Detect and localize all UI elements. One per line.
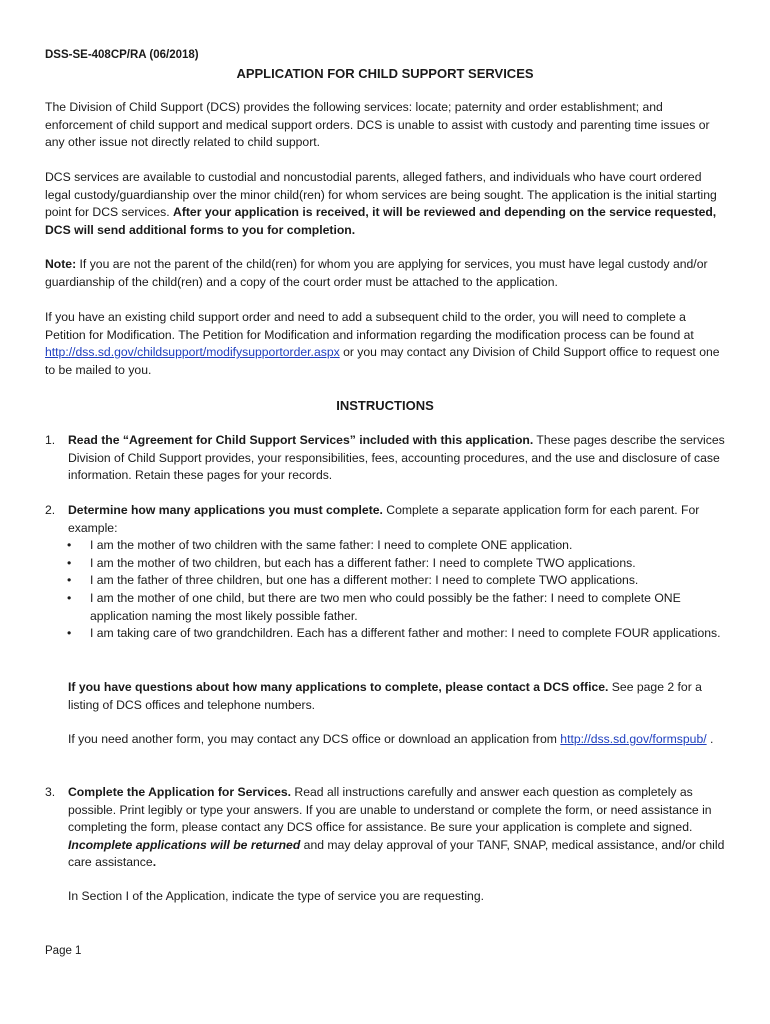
intro-paragraph-2: [45, 169, 725, 239]
list-item: • I am the father of three children, but one has a different mother: I need to complete TWO applications.: [45, 572, 725, 590]
another-form-paragraph: [45, 731, 725, 749]
instruction-item-2: [45, 502, 725, 643]
example-list: [45, 537, 725, 643]
item-number: 3.: [45, 785, 56, 799]
another-form-end: .: [706, 732, 714, 746]
item-3-text-2: and may delay approval of your TANF, SNAP, medical assistance, and/or child care assistance: [68, 837, 725, 870]
note-label: Note:: [45, 257, 77, 271]
intro-p2-text: DCS services are available to custodial and noncustodial parents, alleged fathers, and individuals who have court ordered legal custody/guardianship over the minor child(ren) for whom services are being sought. The application is the initial starting point for DCS services.: [45, 170, 717, 220]
bullet-icon: •: [67, 538, 72, 553]
modification-text-a: If you have an existing child support order and need to add a subsequent child to the order, you will need to complete a Petition for Modification. The Petition for Modification and information regarding the modification process can be found at: [45, 310, 694, 342]
modification-link[interactable]: http://dss.sd.gov/childsupport/modifysupportorder.aspx: [45, 345, 340, 360]
list-item: • I am the mother of one child, but there are two men who could possibly be the father: I need to complete ONE application naming the most likely possible father.: [67, 590, 681, 623]
intro-paragraph-1: The Division of Child Support (DCS) provides the following services: locate; paternity and order establishment; and enforcement of child support and medical support orders. DCS is unable to assist with custody and parenting time issues or any other issue not directly related to child support.: [45, 100, 710, 150]
questions-text: See page 2 for a listing of DCS offices and telephone numbers.: [68, 680, 702, 712]
section-paragraph: [45, 888, 725, 906]
note-text: If you are not the parent of the child(ren) for whom you are applying for services, you must have legal custody and/or guardianship of the child(ren) and a copy of the court order must be attached to the application.: [45, 257, 708, 289]
intro-p2-bold: After your application is received, it will be reviewed and depending on the service requested, DCS will send additional forms to you for completion.: [45, 205, 717, 237]
item-2-bold: Determine how many applications you must complete.: [68, 503, 383, 517]
modification-text-b: or you may contact any Division of Child Support office to request one to be mailed to you.: [45, 345, 720, 377]
note-paragraph: [45, 256, 725, 291]
questions-paragraph: [45, 679, 725, 714]
document-title: APPLICATION FOR CHILD SUPPORT SERVICES: [236, 66, 534, 81]
item-number: 2.: [45, 503, 56, 517]
item-3-text: Read all instructions carefully and answer each question as completely as possible. Print legibly or type your answers. If you are unable to understand or complete the form, or need assistance in completing the form, please contact any DCS office for assistance. Be sure your application is complete and signed.: [68, 785, 712, 835]
item-1-bold: Read the “Agreement for Child Support Services” included with this application.: [68, 433, 534, 447]
formspub-link[interactable]: http://dss.sd.gov/formspub/: [560, 732, 707, 746]
another-form-text: If you need another form, you may contact any DCS office or download an application from: [68, 732, 561, 746]
item-3-bold-italic: Incomplete applications will be returned: [68, 837, 301, 852]
item-2-text: Complete a separate application form for each parent. For example:: [68, 503, 700, 535]
instruction-item-1: [45, 432, 725, 485]
modification-paragraph: [45, 309, 725, 379]
list-item: • I am the mother of two children, but each has a different father: I need to complete TWO applications.: [45, 555, 725, 573]
item-3-end: .: [152, 855, 157, 870]
questions-bold: If you have questions about how many applications to complete, please contact a DCS office.: [68, 680, 609, 694]
item-3-bold: Complete the Application for Services.: [68, 785, 292, 799]
page-number: Page 1: [45, 945, 82, 957]
bullet-icon: •: [67, 555, 72, 570]
bullet-icon: •: [67, 573, 72, 588]
instructions-heading: INSTRUCTIONS: [336, 398, 434, 413]
list-item: • I am the mother of two children with the same father: I need to complete ONE application.: [45, 537, 725, 555]
form-id: DSS-SE-408CP/RA (06/2018): [45, 49, 199, 61]
item-1-text: These pages describe the services Division of Child Support provides, your responsibilities, fees, accounting procedures, and the use and disclosure of case information. Retain these pages for your records.: [68, 433, 725, 483]
bullet-icon: •: [67, 626, 72, 641]
instruction-item-3: [45, 784, 725, 872]
item-number: 1.: [45, 433, 56, 447]
bullet-icon: •: [67, 590, 72, 605]
list-item: • I am taking care of two grandchildren. Each has a different father and mother: I need to complete FOUR applications.: [45, 625, 725, 643]
section-text: In Section I of the Application, indicate the type of service you are requesting.: [68, 889, 484, 903]
